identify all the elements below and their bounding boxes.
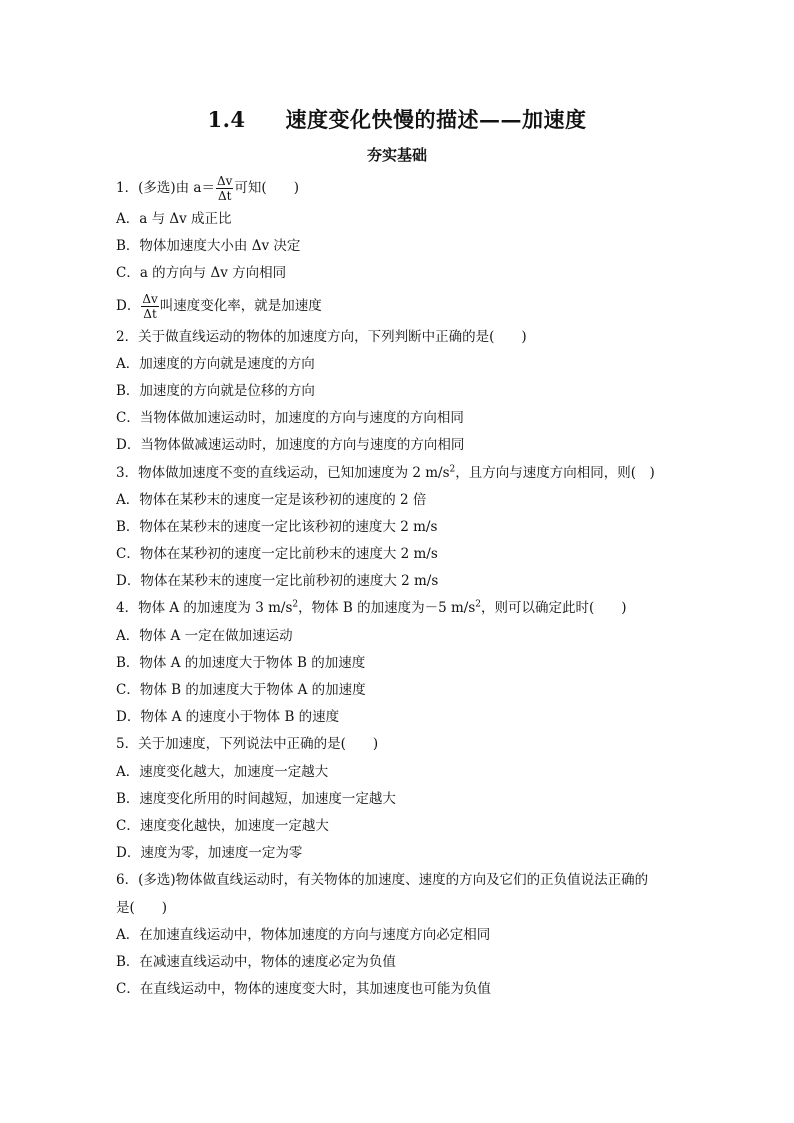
q2-option-d: D．当物体做减速运动时，加速度的方向与速度的方向相同: [116, 437, 465, 454]
q3-option-b: B．物体在某秒末的速度一定比该秒初的速度大 2 m/s: [116, 518, 438, 535]
q4-stem-part-b: ，物体 B 的加速度为－5 m/s: [298, 600, 476, 617]
q3-option-d: D．物体在某秒末的速度一定比前秒初的速度大 2 m/s: [116, 573, 439, 590]
q6-option-b: B．在减速直线运动中，物体的速度必定为负值: [116, 953, 396, 970]
q1-option-d-suffix: 叫速度变化率，就是加速度: [159, 297, 322, 314]
q5-option-d: D．速度为零，加速度一定为零: [116, 845, 303, 862]
section-heading: 夯实基础: [366, 146, 427, 164]
question-4-stem: [116, 595, 686, 622]
q3-option-c: C．物体在某秒初的速度一定比前秒末的速度大 2 m/s: [116, 546, 438, 563]
q1-option-b: B．物体加速度大小由 Δv 决定: [116, 238, 301, 255]
q5-option-a: A．速度变化越大，加速度一定越大: [116, 763, 329, 780]
question-6-stem-line-2: 是( ): [116, 899, 168, 916]
superscript: 2: [475, 599, 482, 610]
q2-option-c: C．当物体做加速运动时，加速度的方向与速度的方向相同: [116, 410, 464, 427]
question-2-stem: 2．关于做直线运动的物体的加速度方向，下列判断中正确的是( ): [116, 328, 527, 345]
q4-option-c: C．物体 B 的加速度大于物体 A 的加速度: [116, 682, 366, 698]
q3-stem-prefix: 3．物体做加速度不变的直线运动，已知加速度为 2 m/s: [116, 464, 450, 481]
q3-stem-suffix: ，且方向与速度方向相同，则( ): [455, 464, 655, 481]
fraction-numerator: Δv: [142, 291, 158, 306]
q1-stem-suffix: 可知( ): [234, 180, 299, 196]
fraction-denominator: Δt: [217, 189, 232, 203]
q5-option-b: B．速度变化所用的时间越短，加速度一定越大: [116, 790, 396, 807]
q2-option-b: B．加速度的方向就是位移的方向: [116, 382, 315, 399]
q3-option-a: A．物体在某秒末的速度一定是该秒初的速度的 2 倍: [116, 491, 427, 508]
superscript: 2: [449, 464, 456, 474]
q4-option-b: B．物体 A 的加速度大于物体 B 的加速度: [116, 654, 366, 671]
q6-option-a: A．在加速直线运动中，物体加速度的方向与速度方向必定相同: [116, 926, 491, 943]
title-text: 速度变化快慢的描述——加速度: [285, 107, 587, 132]
q4-stem-part-a: 4．物体 A 的加速度为 3 m/s: [116, 600, 293, 617]
fraction-delta-v-over-delta-t: [216, 175, 233, 202]
superscript: 2: [292, 599, 299, 610]
section-number: 1.4: [207, 107, 246, 132]
q1-option-c: C．a 的方向与 Δv 方向相同: [116, 265, 287, 282]
question-3-stem: [116, 460, 686, 487]
fraction-denominator: Δt: [143, 306, 157, 321]
fraction-numerator: Δv: [216, 174, 233, 188]
question-6-stem-line-1: 6．(多选)物体做直线运动时，有关物体的加速度、速度的方向及它们的正负值说法正确的: [116, 872, 649, 889]
fraction-delta-v-over-delta-t: [141, 293, 158, 320]
q5-option-c: C．速度变化越快，加速度一定越大: [116, 817, 329, 834]
q6-option-c: C．在直线运动中，物体的速度变大时，其加速度也可能为负值: [116, 981, 491, 998]
question-list: [116, 170, 686, 1003]
q4-option-d: D．物体 A 的速度小于物体 B 的速度: [116, 709, 340, 726]
question-5-stem: 5．关于加速度，下列说法中正确的是( ): [116, 736, 379, 753]
q1-stem-prefix: 1．(多选)由 a＝: [116, 180, 215, 196]
q4-stem-part-c: ，则可以确定此时( ): [481, 600, 627, 617]
q1-option-d: [116, 288, 686, 324]
q4-option-a: A．物体 A 一定在做加速运动: [116, 627, 293, 644]
question-1-stem: [116, 170, 686, 206]
q1-option-a: A．a 与 Δv 成正比: [116, 211, 232, 227]
q2-option-a: A．加速度的方向就是速度的方向: [116, 355, 315, 372]
q1-option-d-prefix: D．: [116, 297, 141, 314]
page-title: [0, 104, 794, 134]
